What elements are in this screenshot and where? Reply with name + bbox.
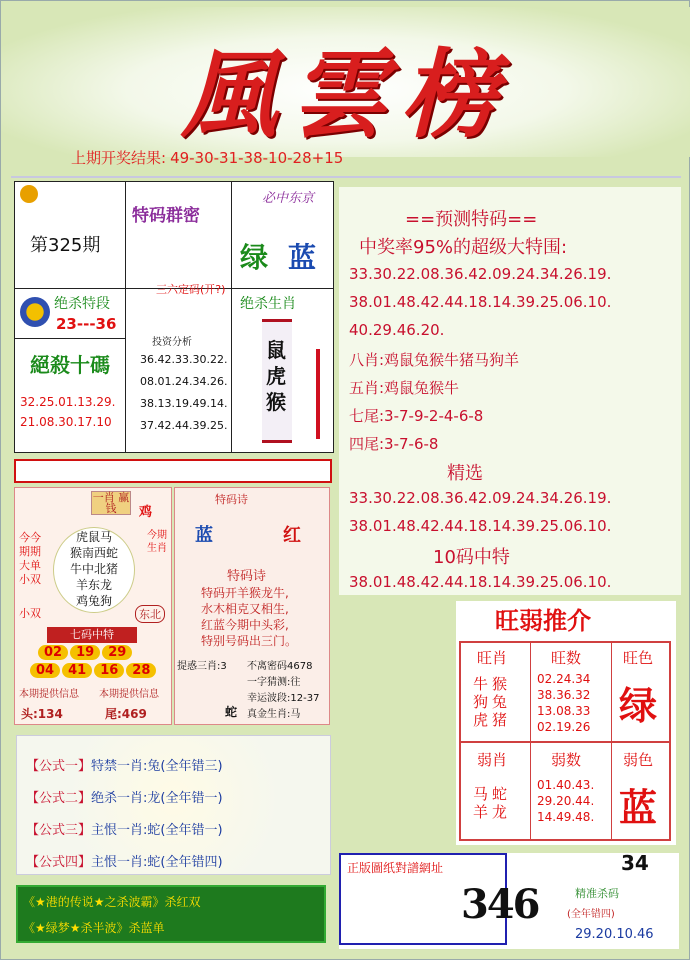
firecracker-icon [316, 349, 320, 439]
logo-text: 必中东京 [262, 191, 315, 206]
qima-line1 [37, 645, 133, 660]
ruoshu-line: 29.20.44. [537, 794, 595, 808]
left-col-item: 今今 [19, 531, 41, 544]
five-xiao: 五肖:鸡鼠兔猴牛 [349, 379, 460, 397]
formula-tag: 【公式一】 [26, 759, 92, 774]
xiaoshuang: 小双 [19, 607, 41, 620]
wangse-header: 旺色 [623, 649, 654, 667]
tenma-numbers: 38.01.48.42.44.18.14.39.25.06.10. [349, 573, 612, 591]
shengxiao-label: 绝杀生肖 [240, 296, 296, 312]
jueshate-cell [14, 289, 126, 339]
tenma-label: 10码中特 [433, 547, 510, 568]
right-col: 今期生肖 [147, 530, 167, 554]
special-code-title: 特码群密 [132, 206, 200, 226]
invest-line: 08.01.24.34.26. [140, 375, 228, 388]
zodiac-row: 虎鼠马 [75, 530, 112, 544]
rooster-label: 鸡 [139, 505, 153, 520]
info-label: 本期提供信息 [99, 689, 159, 700]
divider [459, 741, 671, 743]
wangxiao: 牛猴狗兔虎猪 [473, 675, 512, 729]
formula-tag: 【公式二】 [26, 791, 92, 806]
left-col-item: 期期 [19, 545, 41, 558]
zodiac-row: 羊东龙 [75, 578, 112, 592]
poem-body [201, 585, 297, 649]
last-result-value: 49-30-31-38-10-28+15 [170, 149, 344, 167]
ruoxiao-header: 弱肖 [477, 751, 508, 769]
kill-code-big: 346 [461, 881, 539, 928]
formula-text: 主恨一肖:蛇(全年错四) [91, 855, 223, 870]
jingxuan-numbers: 33.30.22.08.36.42.09.24.34.26.19. [349, 489, 612, 507]
shengxiao-cell [232, 289, 334, 453]
last-result [71, 147, 343, 168]
wangxiao-header: 旺肖 [477, 649, 508, 667]
left-col-item: 小双 [19, 573, 41, 586]
jueshashima-label: 絕殺十碼 [30, 353, 110, 377]
tip-item: 一字猜测:往 [247, 677, 301, 688]
ruoshu-header: 弱数 [551, 751, 582, 769]
invest-line: 37.42.44.39.25. [140, 419, 228, 432]
four-tail: 四尾:3-7-6-8 [349, 435, 439, 453]
wangse-value: 绿 [619, 684, 658, 728]
zodiac-center [61, 529, 127, 609]
red-empty-banner [14, 459, 332, 483]
formula-text: 特禁一肖:兔(全年错三) [91, 759, 223, 774]
page-title: 風雲榜 [181, 38, 511, 151]
kill-code-corner: 34 [621, 851, 649, 875]
invest-line: 38.13.19.49.14. [140, 397, 228, 410]
jueshashima-cell [14, 339, 126, 453]
prediction-numbers: 33.30.22.08.36.42.09.24.34.26.19. [349, 265, 612, 283]
qima-number: 19 [70, 645, 100, 660]
issue-number: 第325期 [30, 235, 101, 256]
zodiac-row: 猴南西蛇 [69, 546, 118, 560]
qima-number: 29 [102, 645, 132, 660]
kill-code-numbers: 29.20.10.46 [575, 927, 654, 942]
color-green: 绿 [240, 241, 269, 274]
qima-line2 [29, 663, 157, 678]
tail-digits: 尾:469 [105, 707, 147, 721]
shengxiao-value: 鼠虎猴 [266, 338, 286, 414]
eight-xiao: 八肖:鸡鼠兔猴牛猪马狗羊 [349, 351, 520, 369]
red-label: 红 [283, 525, 301, 546]
poem-line: 水木相克又相生, [201, 602, 289, 616]
poem-title: 特码诗 [227, 569, 267, 584]
qima-number: 41 [62, 663, 92, 678]
poem-line: 特别号码出三门。 [201, 634, 298, 648]
jingxuan-numbers: 38.01.48.42.44.18.14.39.25.06.10. [349, 517, 612, 535]
tip-item: 不离密码4678 [247, 661, 313, 672]
dongbei-badge: 东北 [135, 605, 165, 623]
info-label: 本期提供信息 [19, 689, 79, 700]
zodiac-row: 牛中北猪 [69, 562, 118, 576]
genuine-label: 正版圖纸對譜網址 [347, 861, 444, 875]
ruoshu [537, 777, 594, 825]
left-col [19, 531, 47, 587]
jueshate-value: 23---36 [56, 315, 117, 333]
prediction-subheader: 中奖率95%的超级大特围: [359, 237, 568, 258]
kill-banner: 《★港的传说★之杀波霸》杀红双 [23, 895, 201, 909]
yixiao-badge: 一肖 赢钱 [92, 491, 130, 515]
qima-number: 16 [94, 663, 124, 678]
seven-tail: 七尾:3-7-9-2-4-6-8 [349, 407, 484, 425]
jueshashima-line2: 21.08.30.17.10 [20, 415, 112, 429]
invest-cell [126, 289, 232, 453]
qima-title: 七码中特 [47, 627, 137, 643]
tip-item: 提惑三肖:3 [177, 661, 227, 672]
special-code-cell [126, 181, 232, 296]
medal-icon [20, 185, 38, 203]
formula-text: 主恨一肖:蛇(全年错一) [91, 823, 223, 838]
left-col-item: 大单 [19, 559, 41, 572]
jueshate-label: 绝杀特段 [54, 296, 110, 312]
three-six: 三六定码(开?) [156, 283, 226, 296]
poem-line: 红蓝今期中头彩, [201, 618, 289, 632]
prediction-numbers: 40.29.46.20. [349, 321, 445, 339]
color-cell [232, 181, 334, 289]
prediction-numbers: 38.01.48.42.44.18.14.39.25.06.10. [349, 293, 612, 311]
wangshu-line: 13.08.33 [537, 704, 591, 718]
ruoxiao: 马蛇羊龙 [473, 785, 512, 821]
jingxuan-label: 精选 [447, 463, 483, 484]
prediction-header: ==预测特码== [405, 209, 538, 230]
qima-number: 28 [126, 663, 156, 678]
ruoshu-line: 01.40.43. [537, 778, 595, 792]
wangshu-line: 38.36.32 [537, 688, 591, 702]
formula-tag: 【公式三】 [26, 823, 92, 838]
color-blue: 蓝 [288, 241, 317, 274]
kill-code-label: 精准杀码 [575, 887, 619, 900]
poem-banner: 特码诗 [215, 493, 248, 506]
kill-code-note: (全年错四) [567, 909, 615, 920]
divider [11, 176, 681, 178]
wangruo-title: 旺弱推介 [495, 607, 591, 635]
invest-line: 36.42.33.30.22. [140, 353, 228, 366]
wangshu-header: 旺数 [551, 649, 582, 667]
tip-item: 真金生肖:马 [247, 709, 301, 720]
head-digits: 头:134 [21, 707, 63, 721]
kill-banner: 《★绿梦★杀半波》杀蓝单 [23, 921, 165, 935]
poem-line: 特码开羊猴龙牛, [201, 586, 289, 600]
qima-number: 02 [38, 645, 68, 660]
jueshashima-line1: 32.25.01.13.29. [20, 395, 116, 409]
tip-item: 幸运波段:12-37 [247, 693, 320, 704]
formula-tag: 【公式四】 [26, 855, 92, 870]
blue-label: 蓝 [195, 525, 213, 546]
ruose-header: 弱色 [623, 751, 654, 769]
ruoshu-line: 14.49.48. [537, 810, 595, 824]
zodiac-row: 鸡兔狗 [75, 594, 112, 608]
invest-label: 投资分析 [152, 337, 192, 348]
wangshu-line: 02.19.26 [537, 720, 591, 734]
issue-cell [14, 181, 126, 289]
wangshu [537, 671, 590, 735]
yin-yang-icon [20, 297, 50, 327]
wangshu-line: 02.24.34 [537, 672, 591, 686]
tip-item: 蛇 [225, 705, 238, 719]
last-result-label: 上期开奖结果: [71, 149, 167, 167]
qima-number: 04 [30, 663, 60, 678]
ruose-value: 蓝 [619, 786, 658, 830]
formula-text: 绝杀一肖:龙(全年错一) [91, 791, 223, 806]
